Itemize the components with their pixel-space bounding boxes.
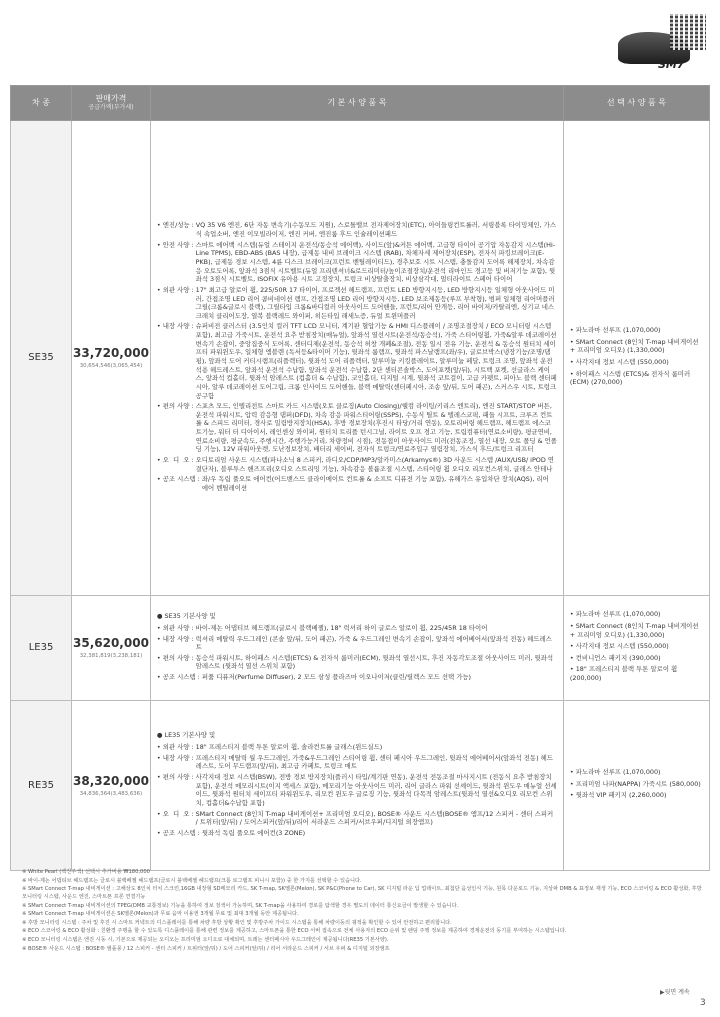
price: 35,620,000 — [73, 636, 149, 651]
spec-item — [157, 635, 557, 652]
spec-label: • 공조 시스템 : — [156, 475, 200, 484]
spec-table — [10, 85, 710, 871]
spec-label: • 오 디 오 : — [156, 456, 194, 465]
note-line: ※ SMart Connect T-map 내비게이션은 SK멜론(Melon)과 무료 음악 이용권 3개월 무료 및 최대 3개월 동안 제공됩니다. — [22, 911, 299, 918]
option-item: • 파노라마 선루프 (1,070,000) — [569, 610, 661, 619]
spec-label: • 내장 사양 : — [156, 753, 194, 762]
option-item: • 컨비니언스 패키지 (390,000) — [569, 653, 661, 662]
note-line: ※ White Pearl (백진주색) 선택시 추가비용 ₩180,000 — [22, 869, 150, 875]
spec-label: • 외관 사양 : — [156, 285, 194, 294]
option-item: • 파노라마 선루프 (1,070,000) — [569, 768, 661, 777]
col-price-header — [72, 86, 151, 121]
spec-item — [157, 773, 557, 808]
brand-logo — [618, 14, 710, 76]
price-cell — [72, 701, 151, 871]
spec-item — [157, 624, 557, 633]
spec-label: • 외관 사양 : — [156, 743, 194, 752]
note-line: ※ ECO 스코어링 & ECO 활성화 : 친환경 주행을 할 수 있도록 디스플레이를 통해 관련 정보를 제공하고, 스마트폰을 통한 ECO 서버 접속으로 전체 사용자의 ECO 순위 및 랜덤 주행 정보를 제공하여 경제운전의 동기를 부여하는 시스템입니다. — [22, 928, 567, 935]
next-page-notice: ▶뒷면 계속 — [660, 989, 690, 996]
spec-item — [157, 221, 557, 238]
option-item: • 사각지대 정보 시스템 (550,000) — [569, 358, 669, 366]
basic-specs — [150, 596, 563, 701]
price: 33,720,000 — [73, 346, 149, 361]
model-name: SE35 — [11, 121, 72, 596]
option-item: • 18" 프레스티지 블랙 투톤 알로이 휠 (200,000) — [569, 665, 678, 683]
spec-label: • 편의 사양 : — [156, 402, 194, 411]
spec-text: 18" 프레스티지 블랙 투톤 알로이 휠, 솔라컨트롤 글래스(윈드실드) — [195, 743, 383, 752]
option-item: • SMart Connect (8인치 T-map 내비게이션 + 프리미엄 오디오) (1,330,000) — [569, 621, 699, 639]
spec-item — [157, 402, 557, 454]
note-line: ※ 바이-제논 어댑티브 헤드램프는 글로시 블랙베젤 헤드램프(글로시 블랙베젤 헤드램프(크롬 로그램프 피니시 포함)) 중 한 가지를 선택할 수 있습니다. — [22, 877, 362, 884]
spec-text: 오디토리엄 사운드 시스템(파나소닉 8 스피커, 라디오/CDP/MP3/알카미스(Arkamys®) 3D 사운드 시스템 /AUX/USB/ iPOD 연결단자), 블루투스 핸즈프리(오디오 스트리밍 기능), 차속감응 볼륨조절 시스템, 스티어링 휠 오디오 리모컨스위치, 글래스 안테나 — [195, 456, 554, 473]
spec-text: 뒷좌석 독립 풀오토 에어컨(3 ZONE) — [201, 828, 306, 837]
spec-table-body — [11, 121, 710, 871]
col-basic-header: 기 본 사 양 품 목 — [150, 86, 563, 121]
note-line: ※ SMart Connect T-map 내비게이션의 TPEG(DMB 교통정보) 기능을 통하여 정보 검색이 가능하며, SK T-map을 사용하여 경로를 탐색할 경우 별도의 데이터 통신요금이 발생할 수 있습니다. — [22, 902, 459, 909]
option-item: • 파노라마 선루프 (1,070,000) — [569, 326, 661, 335]
base-trim-note: ● SE35 기본사양 및 — [156, 612, 216, 621]
supply-price: 32,381,819(3,238,181) — [79, 653, 143, 660]
base-trim-note: ● LE35 기본사양 및 — [156, 731, 216, 740]
table-row — [11, 121, 710, 596]
spec-text: 슈퍼비전 클러스터 (3.5인치 컬러 TFT LCD 모니터, 계기판 혈압기능 & HMI 디스플레이 / 조명조절장치 / ECO 모니터링 시스템 포함), 최고급 가죽시트, 운전석 요추 받침장치(매뉴얼), 앞좌석 열선시트(운전석/동승석), 가죽 스티어링휠, 가죽&알루 데코레이션 변속기 손잡이, 중앙집중식 도어록, 센터디제(운전석, 동승석 허창 개폐&조절), 전동 일시 전유 기능, 운전석 & 동승석 원터치 세이프티 파워윈도우, 일체형 엠블렌 (독서등&타이머 기능), 뒷좌석 룸램프, 뒷좌석 파스날램프(좌/우), 글로브박스(냉장기능/조명/댐핑), 앞좌석 도어 커티시램프(리플렉터), 뒷좌석 도어 리플렉터, 알루미늄 키킹플레이트, 알루미늄 페달, 트렁크 조명, 앞좌석 운전석용 헤드레스트, 앞좌석 운전석 수납함, 앞좌석 운전석 수납함, 2단 센터콘솔박스, 도어포켓(앞/뒤), 시트백 포켓, 선글라스 케이스, 앞좌석 컵홀더, 뒷좌석 암레스트 (컵홀더 & 수납함), 코인홀더, 디지털 시계, 뒷좌석 코트걸이, 고급 카펫트, 피아노 블랙 센터페시아, 알루 데코레이션 도어그립, 크롬 인사이드 도어핸들, 블랙 메탈릭(센터페시아, 조송 앞/뒤, 도어 패곤), 스커스우 시트, 트렁크 공구함 — [195, 322, 557, 400]
spec-label: • 외관 사양 : — [156, 623, 194, 632]
spec-text: 스포츠 모드, 인텔리전트 스마트 카드 시스템(오토 클로징(Auto Closing)/웰컴 라이팅/키리스 엔트리), 엔진 START/STOP 버튼, 운전석 파워시트, 압력 감응형 댐퍼(DFD), 차속 감응 파워스티어링(SSPS), 수동식 틸트 & 텔레스코픽, 패들 시프트, 크루즈 컨트롤 & 스피드 리미터, 경사로 밀림방지장치(HSA), 후방 경보장치(후진시 타당/거리 연동), 오토리버링 헤드램프, 헤드램프 에스코트기능, 워터 터 디아이서, 레인센싱 와이퍼, 원터치 트리플 턴시그널, 라이트 오프 경고 기능, 트립컴퓨터(연료소비량), 평균연비, 연료소비량, 평균속도, 주행시간, 주행가능거리, 차량정비 시점), 전동접이 아웃사이드 미러(전동조정, 열선 내장, 오토 폴딩 & 언폴딩 기능), 12V 파워아웃렛, 도난경보장치, 배터리 세이버, 전자식 트렁크/연료주입구 열림장치, 가스식 후드/트렁크 리프터 — [195, 402, 557, 454]
price-cell — [72, 121, 151, 596]
spec-item — [157, 829, 557, 838]
spec-text: 17" 최고급 알로이 휠, 225/50R 17 타이어, 프로젝션 헤드램프, 프런트 LED 방향지시등, LED 방향지시등 일체형 아웃사이드 미러, 간접조명 LED 리어 콤비네이션 램프, 간접조명 LED 리어 방향지시등, LED 보조제동등(루프 부착형), 범퍼 일체형 리어머플러 그릴(크롬&글로시 블랙), 그릴타입 크롬&바디컬러 아웃사이드 도어핸들, 프런트/리어 안개등, 리어 바이저/카탈리엔, 싱기교 네스크래치 클리어도장, 열복 블랙레드 와이퍼, 히든타입 래세노증, 듀얼 트윈머플러 — [195, 285, 555, 320]
spec-item — [157, 241, 557, 284]
spec-text: 럭셔리 메탈릭 우드그레인 (콘솔 앞/뒤, 도어 패곤), 가죽 & 우드그레인 변속기 손잡이, 앞좌석 에어베어서(앞좌석 전동) 헤드레스트 — [195, 634, 552, 652]
col-price-sub: 공급가액(부가세) — [88, 104, 134, 112]
spec-label: • 편의 사양 : — [156, 653, 194, 662]
qr-code — [670, 14, 706, 50]
table-row — [11, 701, 710, 871]
spec-item — [157, 654, 557, 671]
spec-item — [157, 322, 557, 400]
model-name: RE35 — [11, 701, 72, 871]
spec-item — [157, 456, 557, 473]
note-line: ※ BOSE® 사운드 시스템 : BOSE® 앰플몽 / 12 스피커 - 센터 스피커 / 트위터(앞/뒤) / 도어 스피커(앞/뒤) / 리어 서라운드 스피커 / 서브 우퍼 & 디지털 외장앰프 — [22, 945, 390, 952]
spec-text: VQ 35 V6 엔진, 6단 자동 변속기(수동모드 지원), 스로틀밸브 전자제어장치(ETC), 아이들링컨트롤러, 서링블록 타이밍체인, 가스식 쇽업소버, 엔진 이모빌라이저, 엔진 커버, 엔진룸 후드 인슐레이션패드 — [195, 221, 556, 239]
basic-specs — [150, 121, 563, 596]
notes — [22, 868, 702, 953]
spec-label: • 편의 사양 : — [156, 773, 194, 782]
spec-text: 사각지대 정보 시스템(BSW), 전방 경보 방지장치(플러시 타입/계기판 연동), 운전석 전동조절 마사지시트 (전동식 요추 받침장치 포함), 운전석 메모리시트(이지 액세스 포함), 메모리기능 아웃사이드 미러, 리어 글라스 파워 선셰이드, 뒷좌석 윈도우 매뉴얼 선셰이드, 뒷좌석 원터치 세이프티 파워윈도우, 리모컨 윈도우 글로징 기능, 뒷좌석 다목적 암레스트(뒷좌석 열선&오디오 리모컨 스위치, 컵홀더&수납함 포함) — [195, 773, 557, 807]
spec-item — [157, 754, 557, 771]
spec-item — [157, 475, 557, 492]
spec-label: • 공조 시스템 : — [156, 828, 200, 837]
spec-text: 좌/우 독립 풀오토 에어컨(어드밴스드 클라이메이트 컨트롤 & 소프트 디퓨전 기능 포함), 유해가스 유입차단 장치(AQS), 리어 에어 벤틸레이션 — [201, 475, 549, 492]
spec-text: 바이-제논 어댑티브 헤드램프(글로시 블랙베젤), 18" 럭셔리 하이 글로스 알로이 휠, 225/45R 18 타이어 — [195, 623, 488, 632]
spec-text: 동승석 파워시트, 하이패스 시스템(ETCS) & 전자식 룸미러(ECM), 뒷좌석 열선시트, 후진 자동각도조절 아웃사이드 미러, 뒷좌석 암레스트 (뒷좌석 열선 스위치 포함) — [195, 653, 554, 671]
note-line: ※ 후방 모니터링 시스템 : 주차 및 후진 시 스마트 커넥트의 디스플레이를 통해 차량 후방 상황 확인 및 후방주차 가이드 시스템을 통해 차량이동의 궤적을 확인할 수 있어 안전하고 편리합니다. — [22, 919, 452, 926]
spec-label: • 오 디 오 : — [156, 809, 194, 818]
model-logo: SM7 — [658, 58, 685, 71]
spec-text: 스마트 에어백 시스템(듀얼 스테이지 운전석/동승석 에어백), 사이드(앞)&커튼 에어백, 고급형 타이어 공기압 자동감지 시스템(Hi-Line TPMS), EBD-ABS (BAS 내장), 급제동 내비 브레이크 시스템 (RAB), 차체자세 제어장치(ESP), 전자식 파킹브레이크(E-PKB), 급제동 경보 시스템, 4륜 디스크 브레이크(프런트 벤틸레이티드), 경추보호 시트 시스템, 충돌감지 도어록 해제장치, 차속감응 오토도어록, 앞좌석 3점식 시트벨트(듀얼 프리텐셔너&로드리미터/높이조절장치/운전석 리마인드 경고등 및 버저기능 포함), 뒷좌석 3점식 시트벨트, ISOFIX 유아용 시트 고정장치, 트렁크 비상탈출장치, 비상삼각대, 멀티라이트 스페어 타이어 — [195, 240, 556, 284]
option-item: • SMart Connect (8인치 T-map 내비게이션 + 프리미엄 오디오) (1,330,000) — [569, 337, 699, 355]
spec-item — [157, 673, 557, 682]
spec-item — [157, 743, 557, 752]
option-item: • 프리미엄 나파(NAPPA) 가죽시트 (580,000) — [569, 779, 701, 788]
spec-label: • 내장 사양 : — [156, 322, 194, 331]
col-option-header: 선 택 사 양 품 목 — [563, 86, 709, 121]
option-item: • 뒷좌석 VIP 패키지 (2,260,000) — [569, 791, 667, 800]
spec-label: • 엔진/성능 : — [156, 221, 194, 230]
option-specs — [563, 121, 709, 596]
spec-item — [157, 810, 557, 827]
spec-text: SMart Connect (8인치 T-map 내비게이션+ 프리미엄 오디오), BOSE® 사운드 시스템(BOSE® 앰프/12 스피커 - 센터 스피커 / 트위터(앞/뒤) / 도어스피커(앞/뒤)/리어 서라운드 스피커/서브우퍼/디지털 외장앰프) — [195, 809, 554, 827]
supply-price: 34,836,364(3,483,636) — [79, 790, 143, 797]
option-item: • 하이패스 시스템 (ETCS)& 전자식 룸미러(ECM) (270,000) — [569, 369, 691, 387]
price-cell — [72, 596, 151, 701]
model-name: LE35 — [11, 596, 72, 701]
basic-specs — [150, 701, 563, 871]
col-price-label: 판매가격 — [95, 93, 127, 103]
supply-price: 30,654,546(3,065,454) — [79, 363, 143, 370]
spec-label: • 내장 사양 : — [156, 634, 194, 643]
note-line: ※ ECO 모니터링 시스템은 엔진 시동 시, 기본으로 제공되는 오디오는 프리미엄 오디오로 대체되며, 트레는 센터페시아 우드그레인이 제공됩니다(RE35 기본사양). — [22, 937, 389, 943]
spec-item — [157, 286, 557, 321]
note-line: ※ SMart Connect T-map 내비게이션 : 고해상도 8인치 터치 스크린,16GB 내장형 SD메모리 카드, SK T-map, SK멜론(Melon), SK P&C(Phone to Car), SK 디지털 라운 딥 업데이트, 최첨단 음성인식 기능, 원목 다운로드 기능, 지상파 DMB & 표정보 재생 기능, ECO 스코어링 & ECO 활성화, 후방모니터링 시스템, 사운드 엔진, 스마트폰 프론 연결기능 — [22, 886, 702, 901]
spec-label: • 안전 사양 : — [156, 240, 194, 249]
spec-text: 프레스티지 메탈릭 월 우드그레인, 가죽&우드그레인 스티어링 휠, 센터 페시아 우드그레인, 뒷좌석 에어베어서(앞좌석 전동) 헤드레스트, 도어 무드램프(앞/뒤), 최고급 카페트, 트렁크 매트 — [195, 753, 553, 771]
spec-text: 퍼퓸 디퓨저(Perfume Diffuser), 2 모드 삼성 플라즈마 이오나이저(클린/릴렉스 모드 선택 가능) — [201, 673, 472, 682]
option-specs — [563, 701, 709, 871]
table-row — [11, 596, 710, 701]
option-item: • 사각지대 정보 시스템 (550,000) — [569, 642, 669, 651]
col-model-header: 차 종 — [11, 86, 72, 121]
spec-label: • 공조 시스템 : — [156, 673, 200, 682]
option-specs — [563, 596, 709, 701]
price: 38,320,000 — [73, 773, 149, 788]
page-number: 3 — [700, 998, 706, 1008]
